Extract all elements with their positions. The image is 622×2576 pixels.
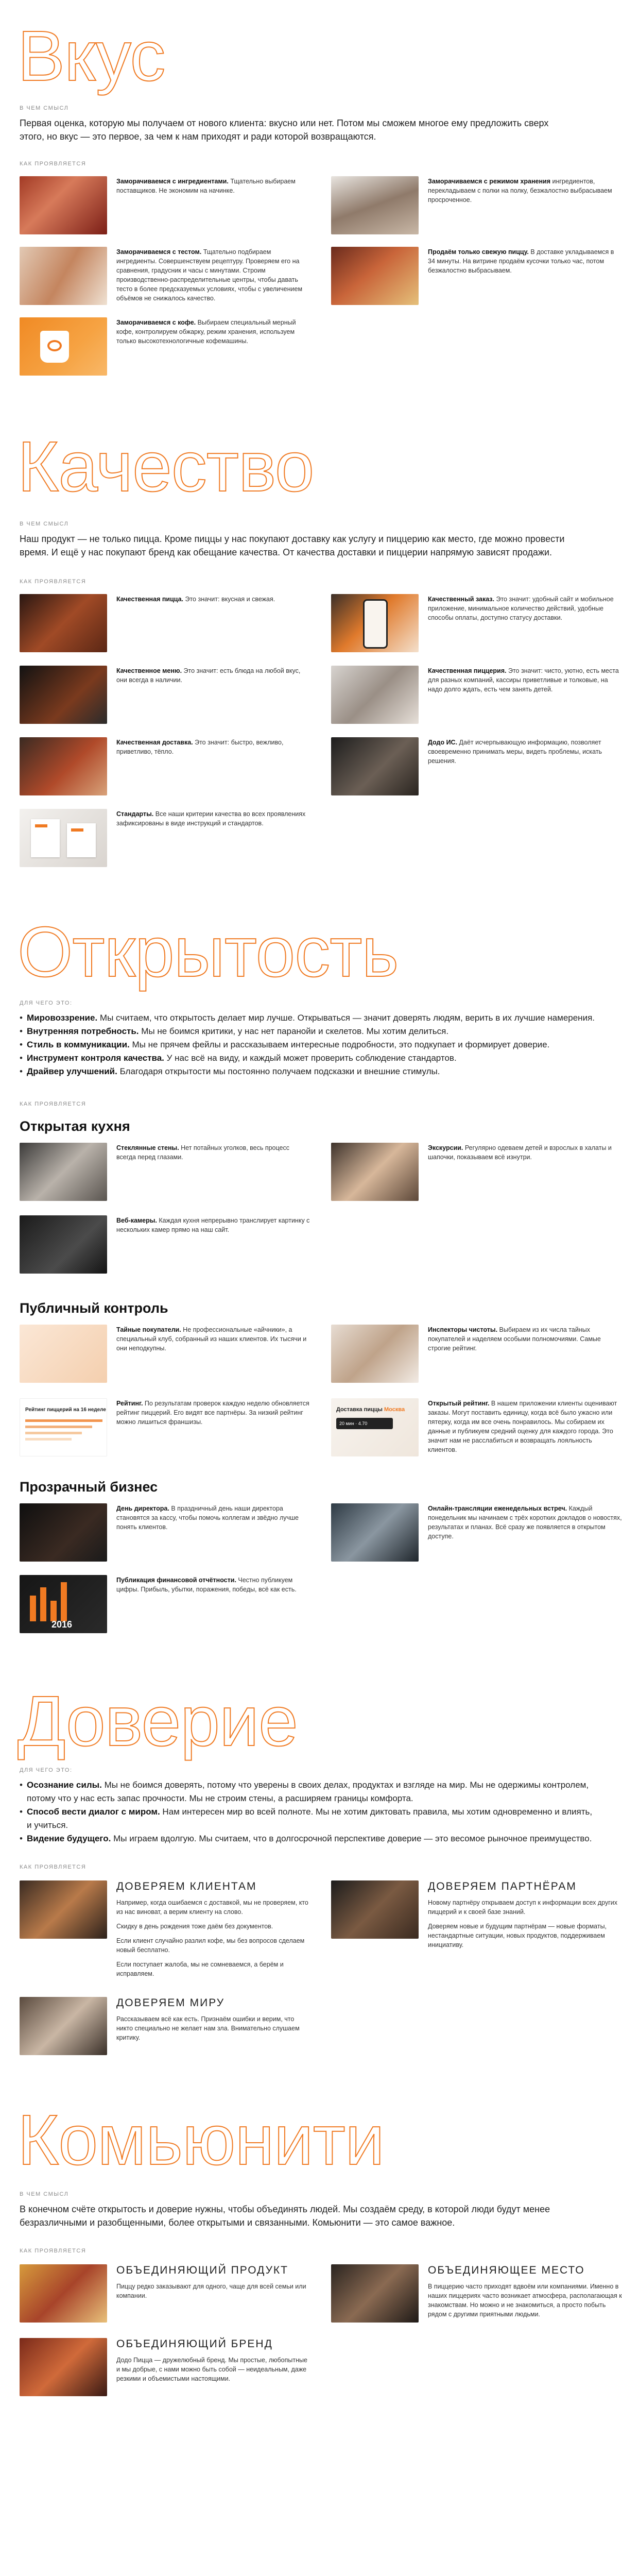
item-title: Заморачиваемся с тестом. [116,248,202,256]
trust-how-caption: КАК ПРОЯВЛЯЕТСЯ [20,1864,87,1870]
openness-why-caption: ДЛЯ ЧЕГО ЭТО: [20,1000,73,1006]
quality-item-order [331,594,622,652]
bullet: • Инструмент контроля качества. У нас всё на виду, и каждый может проверить соблюдение стандартов. [20,1052,596,1065]
pizzeria-guests-photo [331,2264,419,2323]
inspector-photo [331,1325,419,1383]
quality-item-dodo-is [331,737,622,795]
item-text: Тщательно подбираем ингредиенты. Совершенствуем рецептуру. Проверяем его на сравнения, градусник и часы с минутами. Строим производственно-распределительные центры, чтобы давать тесто в более предсказуемых условиях, чтобы с увеличением объёмов не снижалось качество. [116,248,303,302]
storage-photo [331,176,419,234]
quality-title: Качество [18,427,314,506]
item-title: Качественная доставка. [116,739,193,746]
item-title: Додо ИС. [428,739,458,746]
quality-item-menu [20,666,310,724]
standards-doc-photo [20,809,107,867]
trust-bullets [20,1778,596,1845]
open-kitchen-items [20,1143,612,1274]
dough-photo [20,247,107,305]
pizzeria-interior-photo [331,666,419,724]
item-text: Даёт исчерпывающую информацию, позволяет своевременно принимать меры, видеть проблемы, искать решения. [428,739,602,765]
quality-item-delivery [20,737,310,795]
section-community [18,2100,622,2396]
taste-item-coffee [20,317,310,376]
item-text: Это значит: быстро, вежливо, приветливо, тёпло. [116,739,284,755]
business-item-financials: 2016 Публикация финансовой отчётности. Честно публикуем цифры. Прибыль, убытки, поражения, победы, всё как есть. [20,1575,310,1633]
trust-card-clients: ДОВЕРЯЕМ КЛИЕНТАМ Например, когда ошибаемся с доставкой, мы не проверяем, кто из нас виноват, а верим клиенту на слово. Скидку в день рождения тоже даём без документов. Если клиент случайно разлил кофе, мы без вопросов сделаем новый бесплатно. Если поступает жалоба, мы не сомневаемся, а берём и исправляем. [20,1880,310,1984]
item-text: ингредиентов, перекладываем с полки на полку, безжалостно выбрасываем просроченное. [428,178,612,204]
item-text: Это значит: есть блюда на любой вкус, они всегда в наличии. [116,667,301,684]
item-text: В доставке укладываемся в 34 минуты. На витрине продаём кусочки только час, потом безжалостно выбрасываем. [428,248,614,274]
community-card-brand: ОБЪЕДИНЯЮЩИЙ БРЕНД Додо Пицца — дружелюбный бренд. Мы простые, любопытные и мы добрые, с нами можно быть собой — неидеальным, даже резкими и объемистыми настоящими. [20,2338,310,2396]
section-taste [18,0,614,376]
community-meaning-caption: В ЧЕМ СМЫСЛ [20,2191,69,2197]
quality-items [20,594,619,867]
trust-card-world: ДОВЕРЯЕМ МИРУ Рассказываем всё как есть. Признаём ошибки и верим, что никто специально не желает нам зла. Внимательно слушаем критику. [20,1997,310,2055]
control-item-rating: Рейтинг пиццерий на 16 неделе Рейтинг. По результатам проверок каждую неделю обновляется рейтинг пиццерий. Его видят все партнёры. За низкий рейтинг можно лишиться франшизы. [20,1398,310,1456]
trust-title: Доверие [18,1682,298,1761]
trust-cards [20,1880,617,2055]
bullet: • Видение будущего. Мы играем вдолгую. Мы считаем, что в долгосрочной перспективе доверие — это весомое рыночное преимущество. [20,1832,596,1845]
kitchen-item-webcams: Веб-камеры. Каждая кухня непрерывно транслирует картинку с нескольких камер прямо на наш сайт. [20,1215,310,1274]
taste-meaning-caption: В ЧЕМ СМЫСЛ [20,105,69,111]
section-openness [18,912,622,1633]
bullet: • Способ вести диалог с миром. Нам интересен мир во всей полноте. Мы не хотим диктовать правила, мы хотим одновременно и влиять, и учиться. [20,1805,596,1832]
item-text: Выбираем специальный мерный кофе, контролируем обжарку, режим хранения, используем только высокотехнологичные кофемашины. [116,319,296,345]
item-title: Качественная пицца. [116,596,184,603]
quality-item-standards [20,809,310,867]
community-lead: В конечном счёте открытость и доверие нужны, чтобы объединять людей. Мы создаём среду, в которой люди будут менее безразличными и разобщенными, более открытыми и связанными. Комьюнити — это самое важное. [20,2204,550,2228]
phone-app-photo [331,594,419,652]
kitchen-item-glass-walls: Стеклянные стены. Нет потайных уголков, весь процесс всегда перед глазами. [20,1143,310,1201]
section-quality [18,427,619,867]
secret-shoppers-photo [20,1325,107,1383]
item-text: Все наши критерии качества во всех проявлениях зафиксированы в виде инструкций и стандартов. [116,810,306,827]
quality-lead: Наш продукт — не только пицца. Кроме пиццы у нас покупают доставку как услугу и пиццерию как место, где можно провести время. И ещё у нас покупают бренд как обещание качества. От качества доставки и пиццерии напрямую зависят продажи. [20,534,565,557]
menu-photo [20,666,107,724]
pizza-photo [331,247,419,305]
item-title: Заморачиваемся с режимом хранения [428,178,551,185]
public-control-heading: Публичный контроль [20,1300,168,1316]
control-item-inspectors: Инспекторы чистоты. Выбираем из их числа тайных покупателей и наделяем особыми полномочиями. Самые строгие рейтинг. [331,1325,622,1383]
public-control-items [20,1325,617,1456]
openness-how-caption: КАК ПРОЯВЛЯЕТСЯ [20,1101,87,1107]
bullet: • Стиль в коммуникации. Мы не прячем фейлы и рассказываем интересные подробности, это подкупает и формирует доверие. [20,1038,596,1052]
control-item-secret-shoppers: Тайные покупатели. Не профессиональные «айчники», а специальный клуб, собранный из наших клиентов. Их тысячи и они неподкупны. [20,1325,310,1383]
community-how-caption: КАК ПРОЯВЛЯЕТСЯ [20,2248,87,2254]
quality-meaning-caption: В ЧЕМ СМЫСЛ [20,521,69,527]
bullet: • Мировоззрение. Мы считаем, что открытость делает мир лучше. Открываться — значит доверять людям, верить в их лучшие намерения. [20,1011,596,1025]
delivery-photo [20,737,107,795]
taste-items [20,176,614,376]
item-text: Это значит: удобный сайт и мобильное приложение, минимальное количество действий, удобные способы оплаты, доступно статусу доставки. [428,596,614,621]
cashier-photo [20,1880,107,1939]
meat-photo [20,176,107,234]
business-item-director-day: День директора. В праздничный день наши директора становятся за кассу, чтобы помочь коллегам и звёдно лучше понять клиентов. [20,1503,310,1562]
item-title: Заморачиваемся с кофе. [116,319,196,326]
item-text: Это значит: вкусная и свежая. [183,596,275,603]
app-rating-image: Доставка пиццы Москва 20 мин · 4.70 [331,1398,419,1456]
community-title: Комьюнити [18,2100,384,2180]
transparent-business-items [20,1503,622,1633]
openness-title: Открытость [18,912,399,992]
trust-why-caption: ДЛЯ ЧЕГО ЭТО: [20,1767,73,1773]
coffee-cup-photo [20,317,107,376]
quality-item-pizza [20,594,310,652]
transparent-business-heading: Прозрачный бизнес [20,1479,158,1495]
bullet: • Драйвер улучшений. Благодаря открытости мы постоянно получаем подсказки и внешние стимулы. [20,1065,596,1078]
taste-item-fresh-pizza [331,247,622,305]
open-kitchen-heading: Открытая кухня [20,1118,130,1134]
item-title: Заморачиваемся с ингредиентами. [116,178,229,185]
taste-item-storage [331,176,622,234]
community-cards [20,2264,622,2396]
director-day-photo [20,1503,107,1562]
broadcast-photo [331,1503,419,1562]
glass-wall-kitchen-photo [20,1143,107,1201]
pizza-slice-photo [20,594,107,652]
kids-tour-photo [331,1143,419,1201]
bullet: • Внутренняя потребность. Мы не боимся критики, у нас нет паранойи и скелетов. Мы хотим делиться. [20,1025,596,1038]
team-crowd-photo [20,2338,107,2396]
shared-pizza-photo [20,2264,107,2323]
section-trust [18,1682,617,2055]
financial-report-image: 2016 [20,1575,107,1633]
taste-item-ingredients [20,176,310,234]
item-title: Качественное меню. [116,667,182,674]
item-text: Это значит: чисто, уютно, есть места для разных компаний, кассиры приветливые и толковые, на надо долго ждать, есть чем занять детей. [428,667,619,693]
business-item-broadcasts: Онлайн-трансляции еженедельных встреч. Каждый понедельник мы начинаем с трёх коротких докладов о новостях, результатах и планах. Всё сразу же появляется в открытом доступе. [331,1503,622,1562]
taste-how-caption: КАК ПРОЯВЛЯЕТСЯ [20,161,87,167]
control-item-open-rating: Доставка пиццы Москва 20 мин · 4.70 Открытый рейтинг. В нашем приложении клиенты оценивают заказы. Могут поставить единицу, когда всё было ужасно или пятерку, когда им все очень понравилось. Мы собираем их данные и публикуем средний оценку для каждого города. Это значит нам не расслабиться и возвращать лояльность клиентов. [331,1398,622,1456]
community-card-product: ОБЪЕДИНЯЮЩИЙ ПРОДУКТ Пиццу редко заказывают для одного, чаще для всей семьи или компании. [20,2264,310,2323]
quality-item-pizzeria [331,666,622,724]
quality-how-caption: КАК ПРОЯВЛЯЕТСЯ [20,579,87,585]
item-title: Качественный заказ. [428,596,494,603]
openness-bullets [20,1011,596,1078]
bullet: • Осознание силы. Мы не боимся доверять, потому что уверены в своих делах, продуктах и взгляде на мир. Мы не одержимы контролем, потому что у нас есть запас прочности. Мы не строим стены, а расширяем границы комфорта. [20,1778,596,1805]
trust-card-partners: ДОВЕРЯЕМ ПАРТНЁРАМ Новому партнёру открываем доступ к информации всех других пиццерий и к своей базе знаний. Доверяем новые и будущим партнёрам — новые форматы, нестандартные ситуации, новых продуктов, поддерживаем инициативу. [331,1880,622,1984]
dodo-is-screen-photo [331,737,419,795]
rating-table-image: Рейтинг пиццерий на 16 неделе [20,1398,107,1456]
street-crowd-photo [20,1997,107,2055]
taste-title: Вкус [18,16,165,96]
item-title: Качественная пиццерия. [428,667,507,674]
item-title: Продаём только свежую пиццу. [428,248,529,256]
taste-item-dough [20,247,310,305]
webcam-feed-photo [20,1215,107,1274]
item-text: Тщательно выбираем поставщиков. Не экономим на начинке. [116,178,296,194]
partners-meeting-photo [331,1880,419,1939]
community-card-place: ОБЪЕДИНЯЮЩЕЕ МЕСТО В пиццерию часто приходят вдвоём или компаниями. Именно в наших пиццериях часто возникает атмосфера, располагающая к знакомствам. Но можно и не знакомиться, а просто побыть рядом с другими приятными людьми. [331,2264,622,2323]
kitchen-item-tours: Экскурсии. Регулярно одеваем детей и взрослых в халаты и шапочки, показываем всё изнутри. [331,1143,622,1201]
item-title: Стандарты. [116,810,154,818]
taste-lead: Первая оценка, которую мы получаем от нового клиента: вкусно или нет. Потом мы сможем многое ему предложить сверх этого, но вкус — это первое, за чем к нам приходят и ради которой возвращаются. [20,118,549,142]
